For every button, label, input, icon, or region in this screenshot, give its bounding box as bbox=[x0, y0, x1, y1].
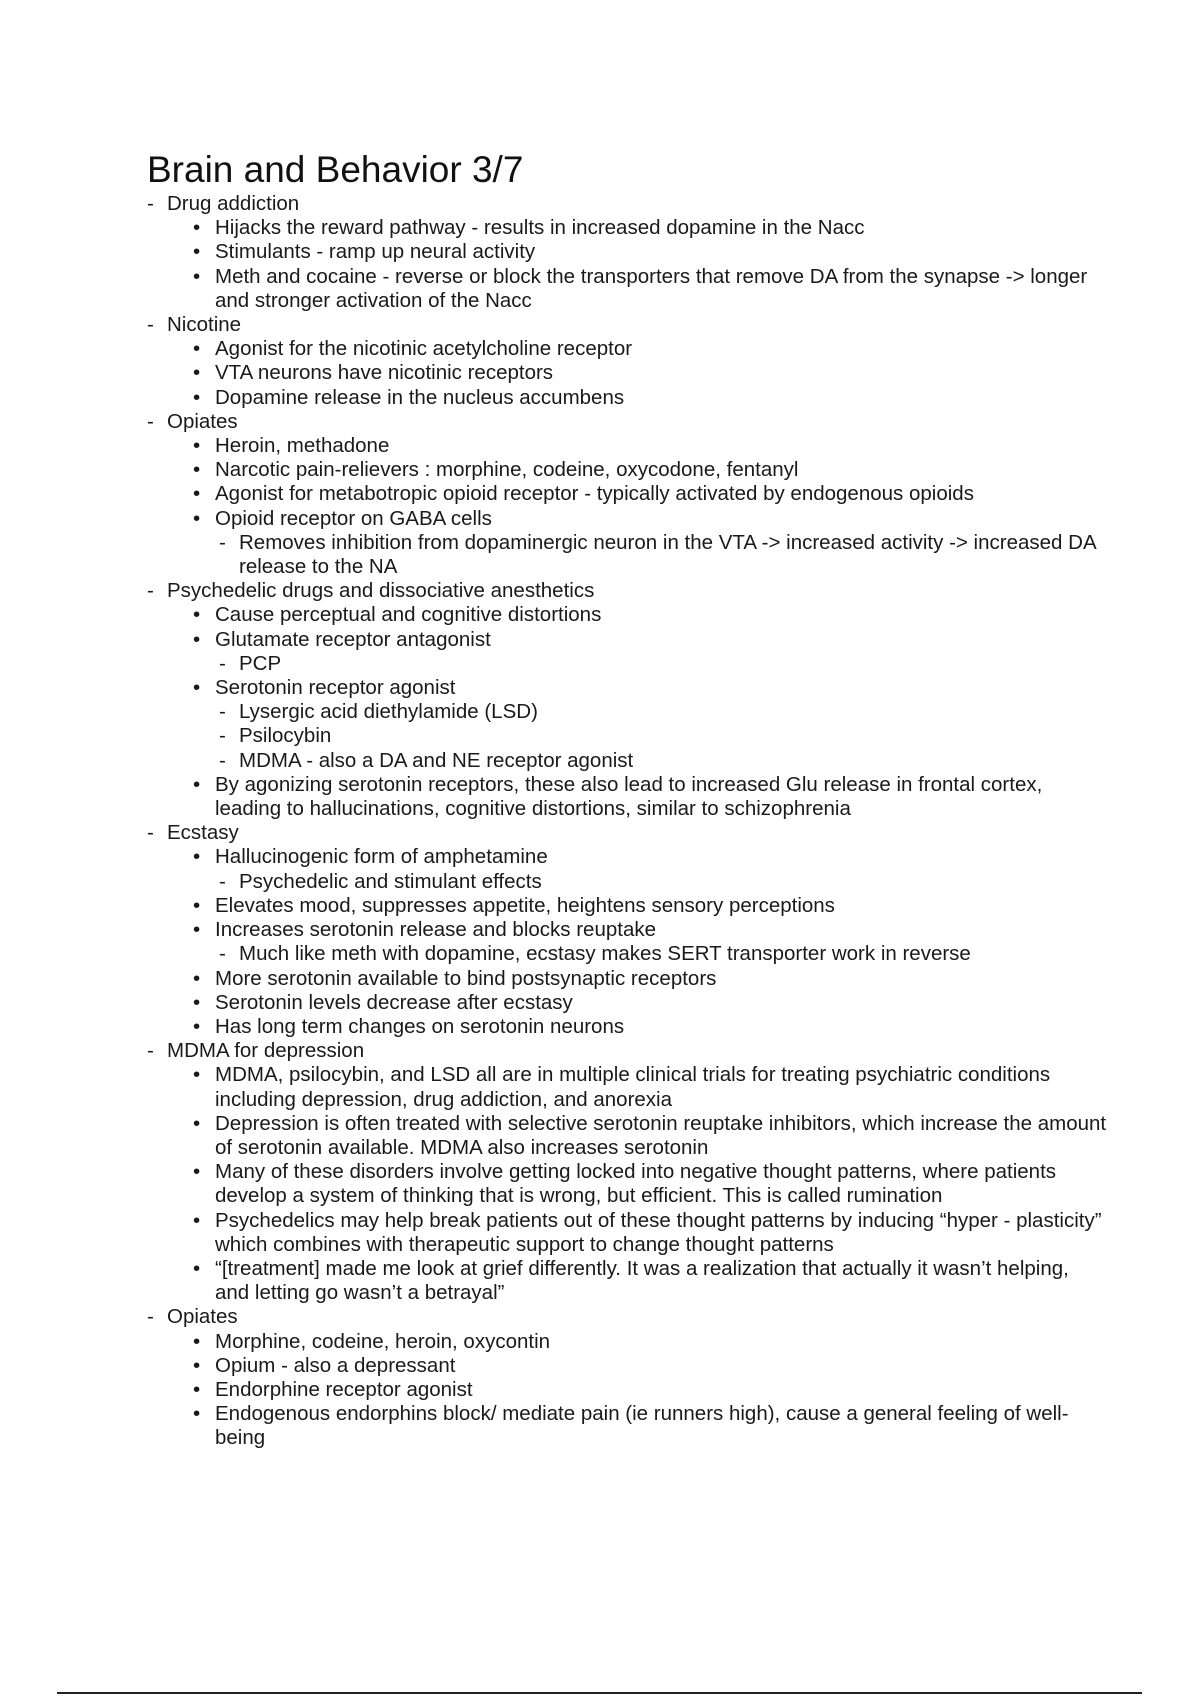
bullet-text: Many of these disorders involve getting locked into negative thought patterns, where patients develop a system of thinking that is wrong, but efficient. This is called rumination bbox=[215, 1160, 1057, 1208]
sub-bullet-item bbox=[215, 870, 1107, 894]
sub-bullet-item bbox=[215, 942, 1107, 966]
sub-bullet-text: Psychedelic and stimulant effects bbox=[239, 869, 542, 893]
bullet-marker: • bbox=[193, 264, 201, 288]
dash-marker: - bbox=[147, 821, 154, 845]
bullet-text: More serotonin available to bind postsynaptic receptors bbox=[215, 966, 717, 990]
sub-bullet-text: Much like meth with dopamine, ecstasy makes SERT transporter work in reverse bbox=[239, 942, 971, 966]
dash-marker: - bbox=[147, 409, 154, 433]
bullet-list bbox=[167, 434, 1107, 579]
notes-page bbox=[147, 148, 1107, 1451]
bullet-marker: • bbox=[193, 990, 201, 1014]
dash-marker: - bbox=[147, 579, 154, 603]
sub-bullet-text: MDMA - also a DA and NE receptor agonist bbox=[239, 748, 634, 772]
bullet-list bbox=[167, 603, 1107, 821]
sub-bullet-text: Psilocybin bbox=[239, 724, 332, 748]
section-heading: Opiates bbox=[167, 1305, 238, 1329]
bullet-item bbox=[191, 894, 1107, 918]
bullet-marker: • bbox=[193, 1160, 201, 1184]
bullet-item bbox=[191, 918, 1107, 966]
bullet-text: Serotonin levels decrease after ecstasy bbox=[215, 990, 573, 1014]
sub-bullet-list bbox=[215, 531, 1107, 579]
dash-marker: - bbox=[219, 530, 226, 554]
bullet-item bbox=[191, 458, 1107, 482]
section-heading: Nicotine bbox=[167, 313, 242, 337]
section-item bbox=[147, 1039, 1107, 1305]
bullet-marker: • bbox=[193, 458, 201, 482]
bullet-text: Increases serotonin release and blocks reuptake bbox=[215, 918, 657, 942]
bullet-item bbox=[191, 507, 1107, 580]
bullet-marker: • bbox=[193, 1014, 201, 1038]
bullet-marker: • bbox=[193, 506, 201, 530]
section-heading: Drug addiction bbox=[167, 192, 300, 215]
bullet-text: Depression is often treated with selective serotonin reuptake inhibitors, which increase the amount of serotonin available. MDMA also increases serotonin bbox=[215, 1111, 1107, 1159]
bullet-item bbox=[191, 603, 1107, 627]
sub-bullet-list bbox=[215, 942, 1107, 966]
bullet-text: Serotonin receptor agonist bbox=[215, 676, 456, 700]
notes-outline bbox=[147, 192, 1107, 1451]
section-item bbox=[147, 1305, 1107, 1450]
bullet-text: Agonist for the nicotinic acetylcholine receptor bbox=[215, 337, 633, 361]
sub-bullet-text: Lysergic acid diethylamide (LSD) bbox=[239, 700, 538, 724]
bullet-marker: • bbox=[193, 1377, 201, 1401]
bullet-text: VTA neurons have nicotinic receptors bbox=[215, 361, 554, 385]
bullet-item bbox=[191, 1209, 1107, 1257]
bullet-text: By agonizing serotonin receptors, these also lead to increased Glu release in frontal cortex, leading to hallucinations, cognitive distortions, similar to schizophrenia bbox=[215, 772, 1043, 821]
bullet-marker: • bbox=[193, 482, 201, 506]
bullet-list bbox=[167, 1063, 1107, 1305]
bullet-item bbox=[191, 337, 1107, 361]
bottom-divider bbox=[57, 1692, 1142, 1694]
dash-marker: - bbox=[219, 724, 226, 748]
sub-bullet-item bbox=[215, 652, 1107, 676]
bullet-text: Has long term changes on serotonin neurons bbox=[215, 1014, 625, 1038]
bullet-marker: • bbox=[193, 216, 201, 240]
bullet-text: Opium - also a depressant bbox=[215, 1353, 456, 1377]
dash-marker: - bbox=[219, 651, 226, 675]
bullet-item bbox=[191, 482, 1107, 506]
bullet-marker: • bbox=[193, 240, 201, 264]
section-item bbox=[147, 821, 1107, 1039]
sub-bullet-item bbox=[215, 700, 1107, 724]
bullet-item bbox=[191, 1015, 1107, 1039]
bullet-text: MDMA, psilocybin, and LSD all are in multiple clinical trials for treating psychiatric conditions including depression, drug addiction, and anorexia bbox=[215, 1063, 1051, 1111]
bullet-text: Heroin, methadone bbox=[215, 434, 390, 458]
bullet-item bbox=[191, 1402, 1107, 1450]
bullet-marker: • bbox=[193, 845, 201, 869]
bullet-marker: • bbox=[193, 434, 201, 458]
bullet-marker: • bbox=[193, 1353, 201, 1377]
bullet-marker: • bbox=[193, 1329, 201, 1353]
bullet-text: Cause perceptual and cognitive distortions bbox=[215, 603, 602, 627]
bullet-item bbox=[191, 1063, 1107, 1111]
section-heading: Ecstasy bbox=[167, 821, 239, 845]
bullet-text: Narcotic pain-relievers : morphine, codeine, oxycodone, fentanyl bbox=[215, 458, 799, 482]
sub-bullet-list bbox=[215, 652, 1107, 676]
bullet-marker: • bbox=[193, 676, 201, 700]
section-heading: Opiates bbox=[167, 409, 238, 433]
dash-marker: - bbox=[147, 313, 154, 337]
bullet-text: Opioid receptor on GABA cells bbox=[215, 506, 492, 530]
dash-marker: - bbox=[219, 869, 226, 893]
dash-marker: - bbox=[147, 1305, 154, 1329]
bullet-text: Dopamine release in the nucleus accumbens bbox=[215, 385, 625, 409]
bullet-item bbox=[191, 1330, 1107, 1354]
bullet-text: Meth and cocaine - reverse or block the transporters that remove DA from the synapse -> longer and stronger activation of the Nacc bbox=[215, 264, 1088, 312]
bullet-marker: • bbox=[193, 385, 201, 409]
bullet-marker: • bbox=[193, 603, 201, 627]
bullet-text: Psychedelics may help break patients out of these thought patterns by inducing “hyper - plasticity” which combines with therapeutic support to change thought patterns bbox=[215, 1208, 1102, 1256]
bullet-list bbox=[167, 845, 1107, 1039]
page-title: Brain and Behavior 3/7 bbox=[147, 149, 524, 190]
bullet-text: Morphine, codeine, heroin, oxycontin bbox=[215, 1329, 551, 1353]
bullet-item bbox=[191, 991, 1107, 1015]
bullet-item bbox=[191, 216, 1107, 240]
bullet-item bbox=[191, 386, 1107, 410]
dash-marker: - bbox=[219, 700, 226, 724]
bullet-item bbox=[191, 1378, 1107, 1402]
bullet-marker: • bbox=[193, 918, 201, 942]
sub-bullet-list bbox=[215, 700, 1107, 773]
bullet-item bbox=[191, 628, 1107, 676]
section-item bbox=[147, 313, 1107, 410]
bullet-item bbox=[191, 361, 1107, 385]
dash-marker: - bbox=[147, 1039, 154, 1063]
section-heading: MDMA for depression bbox=[167, 1039, 365, 1063]
sub-bullet-item bbox=[215, 531, 1107, 579]
bullet-text: Hallucinogenic form of amphetamine bbox=[215, 845, 548, 869]
bullet-item bbox=[191, 434, 1107, 458]
bullet-item bbox=[191, 1354, 1107, 1378]
section-item bbox=[147, 192, 1107, 313]
bullet-marker: • bbox=[193, 1208, 201, 1232]
bullet-marker: • bbox=[193, 627, 201, 651]
bullet-marker: • bbox=[193, 1256, 201, 1280]
sub-bullet-item bbox=[215, 724, 1107, 748]
bullet-item bbox=[191, 240, 1107, 264]
bullet-item bbox=[191, 967, 1107, 991]
sub-bullet-item bbox=[215, 749, 1107, 773]
bullet-item bbox=[191, 1257, 1107, 1305]
bullet-marker: • bbox=[193, 772, 201, 796]
bullet-text: Elevates mood, suppresses appetite, heightens sensory perceptions bbox=[215, 893, 835, 917]
bullet-item bbox=[191, 676, 1107, 773]
bullet-list bbox=[167, 216, 1107, 313]
bullet-text: “[treatment] made me look at grief differently. It was a realization that actually it wasn’t helping, and letting go wasn’t a betrayal” bbox=[215, 1256, 1069, 1305]
bullet-marker: • bbox=[193, 893, 201, 917]
sub-bullet-text: PCP bbox=[239, 651, 282, 675]
sub-bullet-list bbox=[215, 870, 1107, 894]
bullet-text: Endogenous endorphins block/ mediate pain (ie runners high), cause a general feeling of well-being bbox=[215, 1402, 1069, 1450]
bullet-text: Glutamate receptor antagonist bbox=[215, 627, 491, 651]
bullet-list bbox=[167, 1330, 1107, 1451]
bullet-marker: • bbox=[193, 337, 201, 361]
bullet-item bbox=[191, 1160, 1107, 1208]
dash-marker: - bbox=[219, 942, 226, 966]
dash-marker: - bbox=[219, 748, 226, 772]
bullet-marker: • bbox=[193, 966, 201, 990]
bullet-marker: • bbox=[193, 1063, 201, 1087]
section-item bbox=[147, 579, 1107, 821]
bullet-item bbox=[191, 1112, 1107, 1160]
bullet-text: Hijacks the reward pathway - results in increased dopamine in the Nacc bbox=[215, 216, 865, 240]
section-heading: Psychedelic drugs and dissociative anesthetics bbox=[167, 579, 595, 603]
section-item bbox=[147, 410, 1107, 579]
bullet-item bbox=[191, 845, 1107, 893]
bullet-text: Endorphine receptor agonist bbox=[215, 1377, 473, 1401]
sub-bullet-text: Removes inhibition from dopaminergic neuron in the VTA -> increased activity -> increased DA release to the NA bbox=[239, 530, 1096, 579]
bullet-marker: • bbox=[193, 361, 201, 385]
bullet-marker: • bbox=[193, 1402, 201, 1426]
bullet-text: Stimulants - ramp up neural activity bbox=[215, 240, 536, 264]
bullet-marker: • bbox=[193, 1111, 201, 1135]
bullet-text: Agonist for metabotropic opioid receptor - typically activated by endogenous opioids bbox=[215, 482, 974, 506]
bullet-item bbox=[191, 265, 1107, 313]
bullet-item bbox=[191, 773, 1107, 821]
dash-marker: - bbox=[147, 192, 154, 215]
bullet-list bbox=[167, 337, 1107, 410]
